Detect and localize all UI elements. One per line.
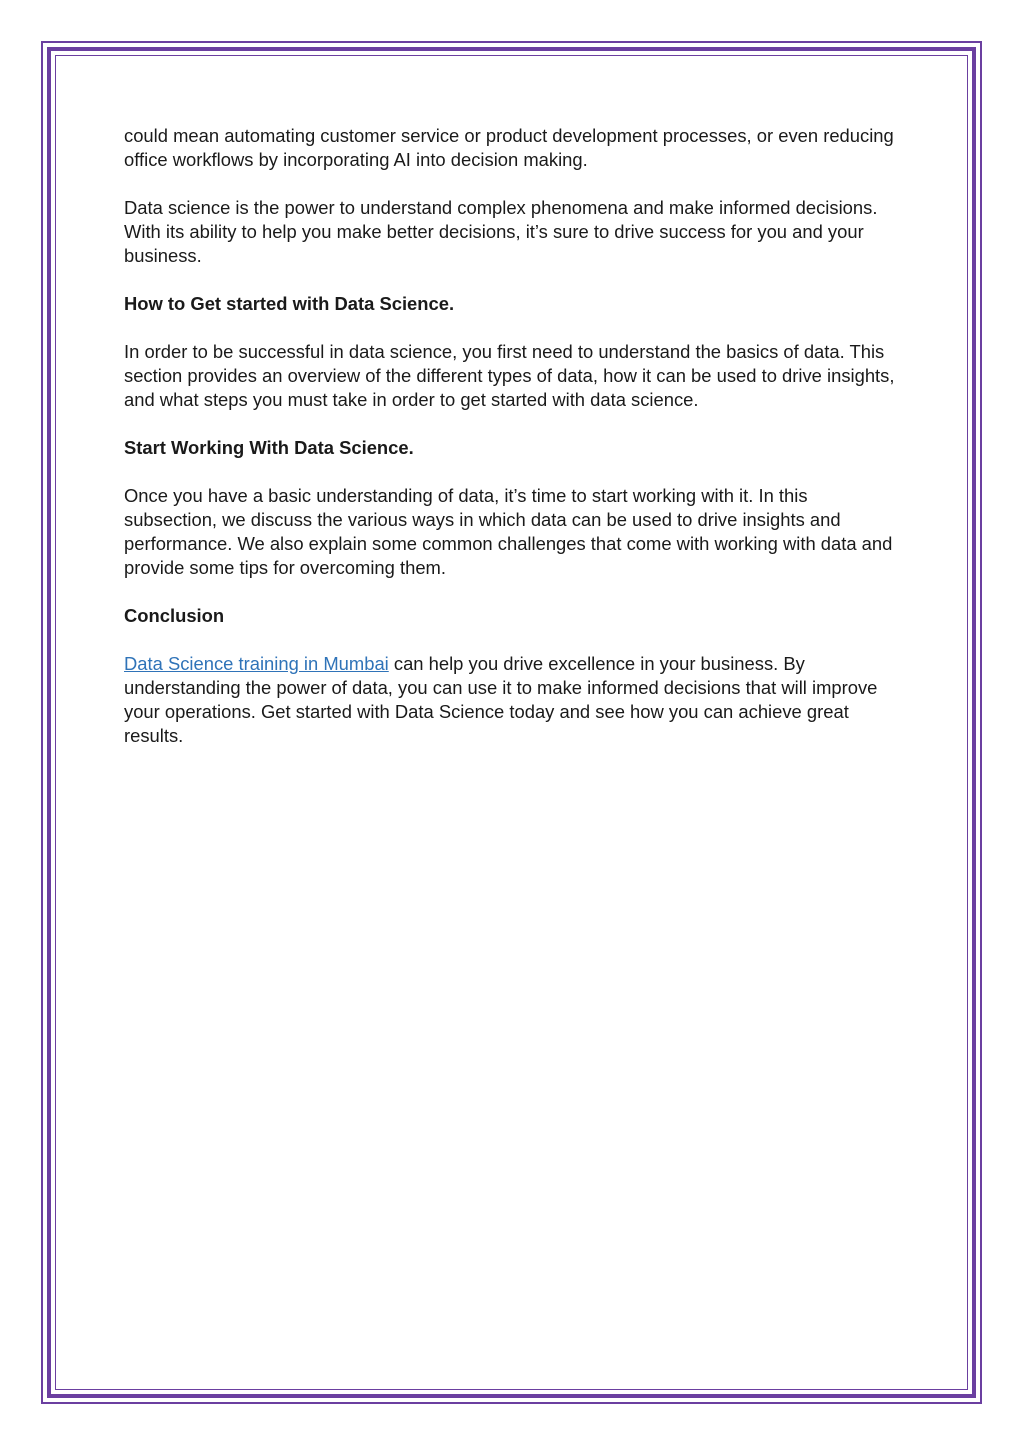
paragraph-start-working: Once you have a basic understanding of data, it’s time to start working with it. In this subsection, we discuss the various ways in which data can be used to drive insights and performance. We also explain some common challenges that come with working with data and provide some tips for overcoming them. <box>124 485 893 578</box>
paragraph-get-started: In order to be successful in data science, you first need to understand the basics of data. This section provides an overview of the different types of data, how it can be used to drive insights, and what steps you must take in order to get started with data science. <box>124 341 895 410</box>
document-body <box>124 124 900 772</box>
paragraph-continuation: could mean automating customer service or product development processes, or even reducing office workflows by incorporating AI into decision making. <box>124 125 894 170</box>
paragraph-data-science-power: Data science is the power to understand complex phenomena and make informed decisions. With its ability to help you make better decisions, it’s sure to drive success for you and your business. <box>124 197 878 266</box>
conclusion-text: can help you drive excellence in your business. By understanding the power of data, you can use it to make informed decisions that will improve your operations. Get started with Data Science today and see how you can achieve great results. <box>124 653 878 746</box>
heading-get-started: How to Get started with Data Science. <box>124 293 455 314</box>
heading-conclusion: Conclusion <box>124 605 225 626</box>
heading-start-working: Start Working With Data Science. <box>124 437 414 458</box>
paragraph-conclusion <box>124 652 900 748</box>
training-link[interactable]: Data Science training in Mumbai <box>124 653 389 674</box>
